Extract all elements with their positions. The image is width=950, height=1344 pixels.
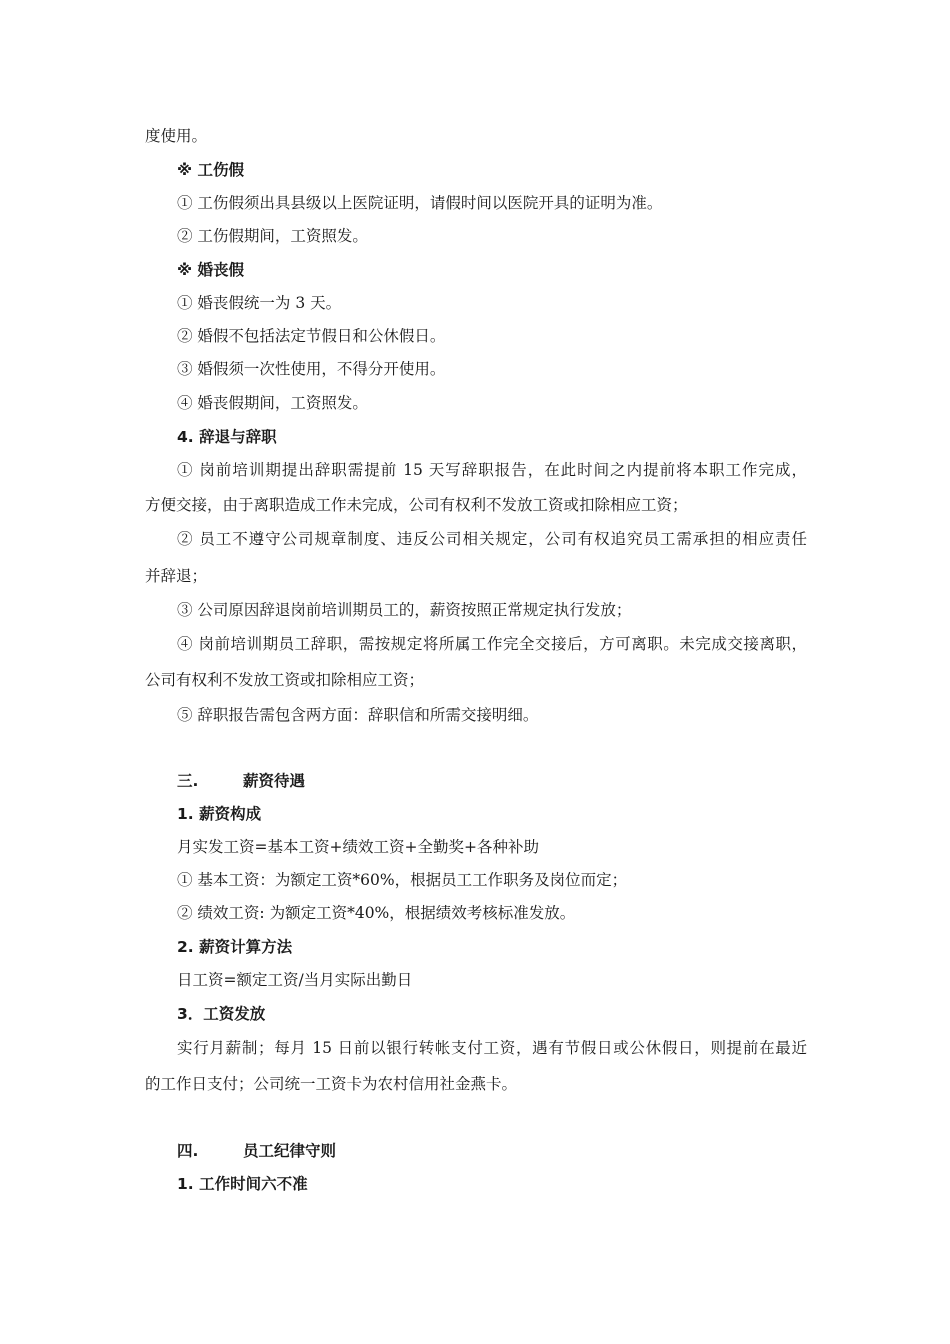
formula-line: 月实发工资=基本工资+绩效工资+全勤奖+各种补助 [177,838,539,856]
list-item: ② 婚假不包括法定节假日和公休假日。 [177,327,446,345]
list-item: ③ 婚假须一次性使用，不得分开使用。 [177,360,446,378]
list-item: ① 岗前培训期提出辞职需提前 15 天写辞职报告，在此时间之内提前将本职工作完成， [177,461,807,479]
section-heading-salary [177,771,305,791]
list-item: ④ 婚丧假期间，工资照发。 [177,394,368,412]
list-item: ④ 岗前培训期员工辞职，需按规定将所属工作完全交接后，方可离职。未完成交接离职， [177,635,807,653]
list-item: ③ 公司原因辞退岗前培训期员工的，薪资按照正常规定执行发放； [177,601,632,619]
section-number: 三. [177,772,199,790]
list-item: ② 员工不遵守公司规章制度、违反公司相关规定，公司有权追究员工需承担的相应责任 [177,530,807,548]
list-item-continuation: 方便交接，由于离职造成工作未完成，公司有权利不发放工资或扣除相应工资； [145,496,688,514]
subheading-marriage-funeral-leave: ※ 婚丧假 [177,261,244,279]
paragraph-continuation: 度使用。 [145,127,208,145]
list-item: ② 工伤假期间，工资照发。 [177,227,368,245]
list-item: ② 绩效工资: 为额定工资*40%，根据绩效考核标准发放。 [177,904,576,922]
subheading-work-injury-leave: ※ 工伤假 [177,161,244,179]
list-item: ① 婚丧假统一为 3 天。 [177,294,342,312]
subheading-salary-calculation: 2. 薪资计算方法 [177,938,293,956]
formula-line: 日工资=额定工资/当月实际出勤日 [177,971,413,989]
list-item-continuation: 并辞退； [145,567,208,585]
list-item: ① 工伤假须出具县级以上医院证明，请假时间以医院开具的证明为准。 [177,194,663,212]
subheading-work-time-rules: 1. 工作时间六不准 [177,1175,308,1193]
section-heading-discipline [177,1141,336,1161]
list-item: ① 基本工资：为额定工资*60%，根据员工工作职务及岗位而定； [177,871,628,889]
subheading-salary-structure: 1. 薪资构成 [177,805,262,823]
subheading-dismissal-resignation: 4. 辞退与辞职 [177,428,277,446]
paragraph: 实行月薪制；每月 15 日前以银行转帐支付工资，遇有节假日或公休假日，则提前在最近 [177,1039,807,1057]
list-item-continuation: 公司有权利不发放工资或扣除相应工资； [145,671,425,689]
section-title: 员工纪律守则 [243,1142,337,1160]
list-item: ⑤ 辞职报告需包含两方面：辞职信和所需交接明细。 [177,706,539,724]
subheading-salary-payment: 3．工资发放 [177,1005,266,1023]
section-title: 薪资待遇 [243,772,306,790]
section-number: 四. [177,1142,199,1160]
paragraph-continuation: 的工作日支付；公司统一工资卡为农村信用社金燕卡。 [145,1075,518,1093]
